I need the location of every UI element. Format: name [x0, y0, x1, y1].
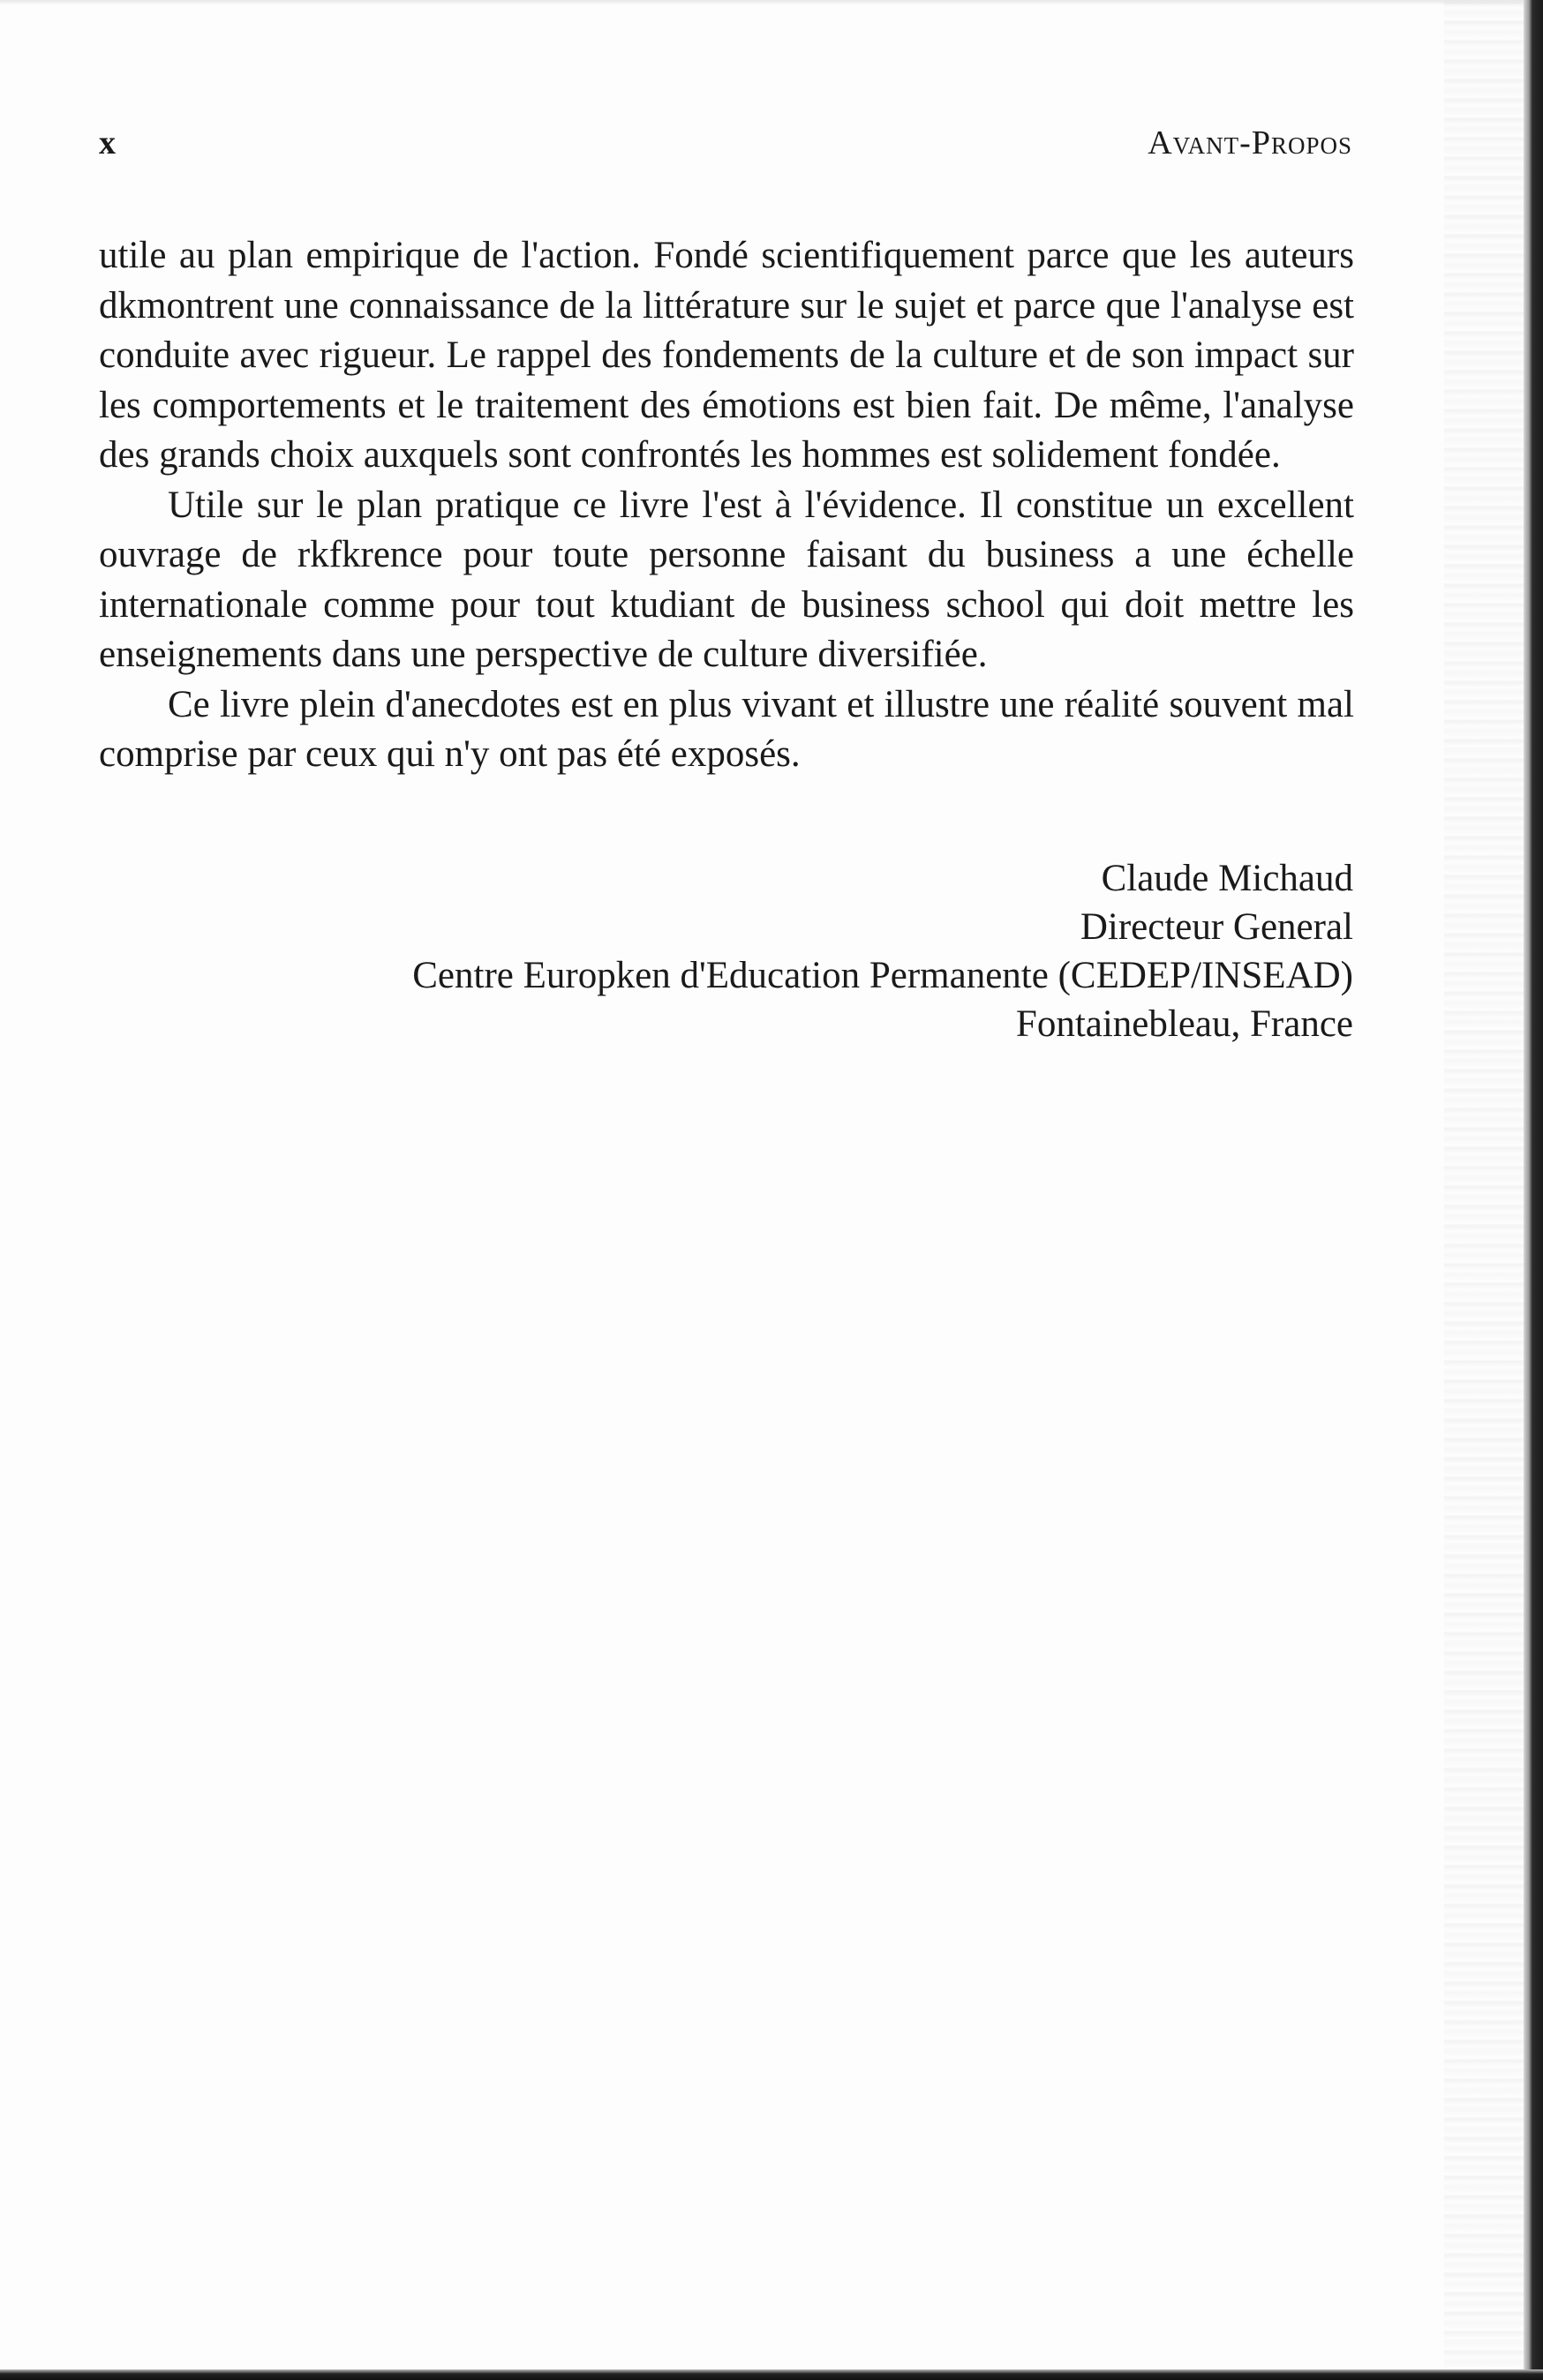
scan-right-edge: [1524, 0, 1543, 2380]
signature-block: [206, 854, 1353, 1048]
signature-organization: Centre Europken d'Education Permanente (CEDEP/INSEAD): [412, 955, 1353, 996]
scan-bottom-edge: [0, 2369, 1543, 2380]
page-number: x: [99, 124, 117, 161]
signature-name: Claude Michaud: [1101, 858, 1353, 899]
body-text: [99, 231, 1354, 780]
paragraph-3: Ce livre plein d'anecdotes est en plus vivant et illustre une réalité souvent mal comprise par ceux qui n'y ont pas été exposés.: [99, 683, 1354, 775]
scan-right-grain: [1444, 0, 1524, 2380]
scan-top-edge: [0, 0, 1543, 5]
paragraph-1: utile au plan empirique de l'action. Fondé scientifiquement parce que les auteurs dkmontrent une connaissance de la littérature sur le sujet et parce que l'analyse est conduite avec rigueur. Le rappel des fondements de la culture et de son impact sur les comportements et le traitement des émotions est bien fait. De même, l'analyse des grands choix auxquels sont confrontés les hommes est solidement fondée.: [99, 235, 1354, 476]
running-head-title: Avant-Propos: [1148, 124, 1352, 161]
signature-location: Fontainebleau, France: [1015, 1003, 1353, 1045]
paragraph-2: Utile sur le plan pratique ce livre l'est à l'évidence. Il constitue un excellent ouvrage de rkfkrence pour toute personne faisant du business a une échelle internationale comme pour tout ktudiant de business school qui doit mettre les enseignements dans une perspective de culture diversifiée.: [99, 484, 1354, 675]
signature-role: Directeur General: [1080, 906, 1353, 948]
running-head: [99, 124, 1352, 176]
